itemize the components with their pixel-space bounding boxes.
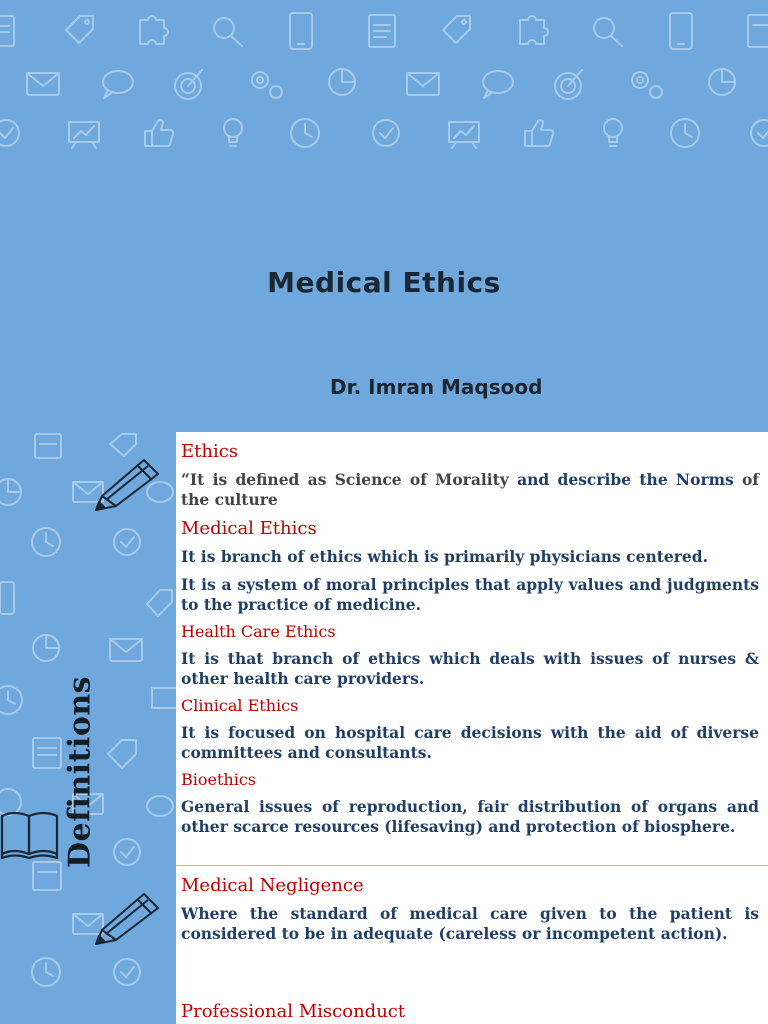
pencil-icon [92,888,162,948]
section-heading-medical-ethics: Medical Ethics [181,518,317,539]
checkmark-icon [373,120,399,146]
medical-ethics-paragraph-1: It is branch of ethics which is primarily physicians centered. [181,547,709,566]
document-icon [0,16,14,46]
speech-bubble-icon [147,796,173,816]
section-heading-clinical-ethics: Clinical Ethics [181,696,299,715]
ethics-definition-part3: of the culture [181,470,760,509]
tag-icon [66,16,93,43]
gears-icon [632,72,662,98]
tag-icon [110,434,136,456]
checkmark-icon [114,529,140,555]
thumbs-up-icon [145,120,173,146]
document-icon [33,738,61,768]
search-icon [214,18,242,46]
envelope-icon [110,639,142,661]
definitions-slide [0,432,768,1024]
section-heading-bioethics: Bioethics [181,770,256,789]
lightbulb-icon [224,119,242,146]
side-panel [0,432,176,1024]
slide-divider [176,865,768,866]
checkmark-icon [751,120,768,146]
presentation-chart-icon [69,122,99,148]
gears-icon [252,72,282,98]
speech-bubble-icon [103,71,133,98]
author-name: Dr. Imran Maqsood [330,375,543,399]
icon-pattern-background [0,0,768,160]
puzzle-icon [140,16,168,44]
pie-chart-icon [33,635,59,661]
phone-icon [290,13,312,49]
bioethics-paragraph: General issues of reproduction, fair distribution of organs and other scarce resources (lifesaving) and protection of biosphere. [181,797,759,836]
book-icon [0,810,60,860]
section-heading-professional-misconduct: Professional Misconduct [181,1001,406,1022]
target-icon [175,70,202,99]
phone-icon [670,13,692,49]
document-icon [33,862,61,890]
tag-icon [108,740,136,768]
title-slide [0,0,768,432]
clock-icon [671,119,699,147]
health-care-ethics-paragraph: It is that branch of ethics which deals with issues of nurses & other health care providers. [181,649,759,688]
clock-icon [0,686,22,714]
pencil-icon [92,454,162,514]
document-icon [369,15,395,47]
puzzle-icon [520,16,548,44]
thumbs-up-icon [525,120,553,146]
ethics-definition-part2: and describe the Norms [517,470,734,489]
checkmark-icon [114,839,140,865]
presentation-chart-icon [449,122,479,148]
search-icon [594,18,622,46]
checkmark-icon [114,959,140,985]
pie-chart-icon [0,479,21,505]
pie-chart-icon [709,69,735,95]
speech-bubble-icon [483,71,513,98]
envelope-icon [27,73,59,95]
checkmark-icon [0,120,19,146]
section-heading-ethics: Ethics [181,441,239,462]
target-icon [555,70,582,99]
definitions-content [176,432,768,1024]
medical-negligence-paragraph: Where the standard of medical care given to the patient is considered to be in adequate (careless or incompetent action). [181,904,759,943]
document-icon [748,15,768,47]
ethics-definition-part1: “It is defined as Science of Morality [181,470,518,489]
medical-ethics-paragraph-2: It is a system of moral principles that apply values and judgments to the practice of medicine. [181,575,759,614]
clock-icon [291,119,319,147]
clock-icon [32,958,60,986]
slide-title: Medical Ethics [267,266,501,299]
section-heading-medical-negligence: Medical Negligence [181,875,364,896]
clock-icon [32,528,60,556]
pie-chart-icon [329,69,355,95]
tag-icon [443,16,470,43]
envelope-icon [407,73,439,95]
tag-icon [147,590,172,616]
presentation-chart-icon [152,688,176,708]
ethics-definition [181,470,759,510]
lightbulb-icon [604,119,622,146]
clinical-ethics-paragraph: It is focused on hospital care decisions with the aid of diverse committees and consultants. [181,723,759,762]
phone-icon [0,582,14,614]
section-heading-health-care-ethics: Health Care Ethics [181,622,336,641]
document-icon [35,434,61,458]
side-label-definitions: Definitions [62,675,98,869]
